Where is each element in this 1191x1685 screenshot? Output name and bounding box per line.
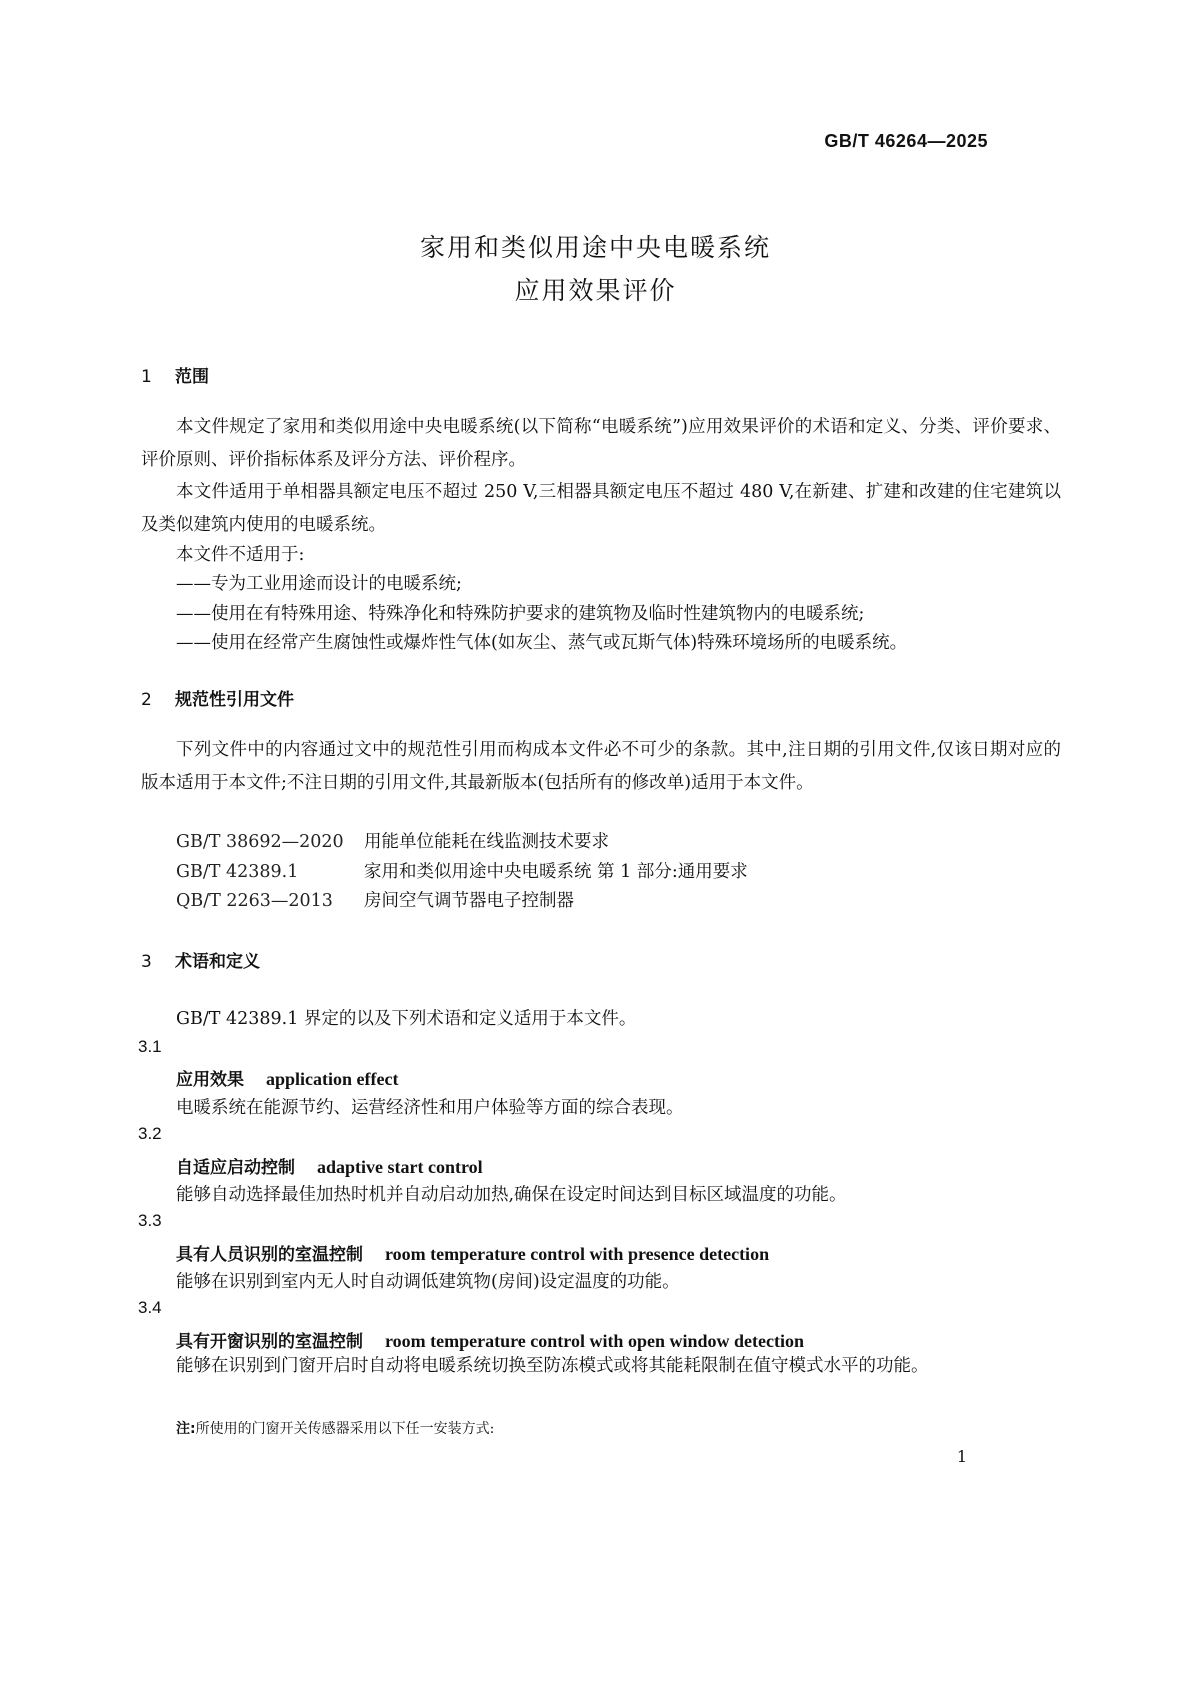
scope-paragraph-2: 本文件适用于单相器具额定电压不超过 250 V,三相器具额定电压不超过 480 V,在新建、扩建和改建的住宅建筑以及类似建筑内使用的电暖系统。 (141, 482, 1061, 535)
reference-title: 房间空气调节器电子控制器 (364, 891, 574, 911)
section-title: 范围 (175, 367, 209, 387)
term-number: 3.4 (138, 1298, 162, 1317)
reference-title: 用能单位能耗在线监测技术要求 (364, 832, 609, 852)
term-en: application effect (266, 1069, 399, 1089)
reference-title: 家用和类似用途中央电暖系统 第 1 部分:通用要求 (364, 862, 748, 882)
term-definition: 电暖系统在能源节约、运营经济性和用户体验等方面的综合表现。 (176, 1098, 684, 1118)
term-heading (176, 1240, 769, 1265)
scope-exclusion-item: ——使用在有特殊用途、特殊净化和特殊防护要求的建筑物及临时性建筑物内的电暖系统; (176, 604, 865, 624)
note-text: 所使用的门窗开关传感器采用以下任一安装方式: (195, 1421, 495, 1437)
section-number: 3 (141, 952, 152, 972)
term-zh: 具有人员识别的室温控制 (176, 1245, 363, 1265)
section-2-heading (141, 685, 294, 710)
page-number: 1 (956, 1447, 967, 1466)
term-zh: 具有开窗识别的室温控制 (176, 1332, 363, 1352)
term-definition: 能够在识别到门窗开启时自动将电暖系统切换至防冻模式或将其能耗限制在值守模式水平的功能。 (176, 1356, 929, 1376)
section-number: 1 (141, 367, 152, 387)
terms-intro: GB/T 42389.1 界定的以及下列术语和定义适用于本文件。 (176, 1009, 637, 1029)
normative-reference (176, 858, 748, 883)
section-title: 术语和定义 (175, 952, 260, 972)
term-definition: 能够自动选择最佳加热时机并自动启动加热,确保在设定时间达到目标区域温度的功能。 (176, 1185, 847, 1205)
term-en: room temperature control with open window detection (385, 1331, 804, 1351)
normative-reference (176, 887, 574, 912)
term-number: 3.3 (138, 1211, 162, 1230)
term-heading (176, 1327, 804, 1352)
section-number: 2 (141, 690, 152, 710)
scope-paragraph-3: 本文件不适用于: (176, 545, 305, 565)
term-heading (176, 1065, 398, 1090)
standard-code: GB/T 46264—2025 (824, 131, 988, 151)
document-title-line2: 应用效果评价 (514, 276, 677, 305)
term-heading (176, 1153, 483, 1178)
scope-exclusion-item: ——专为工业用途而设计的电暖系统; (176, 574, 462, 594)
note (176, 1418, 494, 1438)
scope-exclusion-item: ——使用在经常产生腐蚀性或爆炸性气体(如灰尘、蒸气或瓦斯气体)特殊环境场所的电暖系统。 (176, 633, 908, 653)
term-zh: 应用效果 (176, 1070, 244, 1090)
reference-code: GB/T 42389.1 (176, 862, 299, 882)
reference-code: GB/T 38692—2020 (176, 832, 344, 852)
term-en: adaptive start control (317, 1157, 483, 1177)
note-label: 注: (176, 1421, 196, 1437)
section-1-heading (141, 362, 209, 387)
section-3-heading (141, 947, 260, 972)
term-number: 3.1 (138, 1037, 162, 1056)
section-title: 规范性引用文件 (175, 690, 294, 710)
term-zh: 自适应启动控制 (176, 1158, 295, 1178)
document-title-line1: 家用和类似用途中央电暖系统 (419, 233, 771, 262)
normative-reference (176, 828, 609, 853)
reference-code: QB/T 2263—2013 (176, 891, 333, 911)
term-number: 3.2 (138, 1124, 162, 1143)
normative-intro: 下列文件中的内容通过文中的规范性引用而构成本文件必不可少的条款。其中,注日期的引用文件,仅该日期对应的版本适用于本文件;不注日期的引用文件,其最新版本(包括所有的修改单)适用于本文件。 (141, 740, 1061, 793)
term-definition: 能够在识别到室内无人时自动调低建筑物(房间)设定温度的功能。 (176, 1272, 680, 1292)
term-en: room temperature control with presence detection (385, 1244, 770, 1264)
scope-paragraph-1: 本文件规定了家用和类似用途中央电暖系统(以下简称“电暖系统”)应用效果评价的术语和定义、分类、评价要求、评价原则、评价指标体系及评分方法、评价程序。 (141, 417, 1061, 470)
